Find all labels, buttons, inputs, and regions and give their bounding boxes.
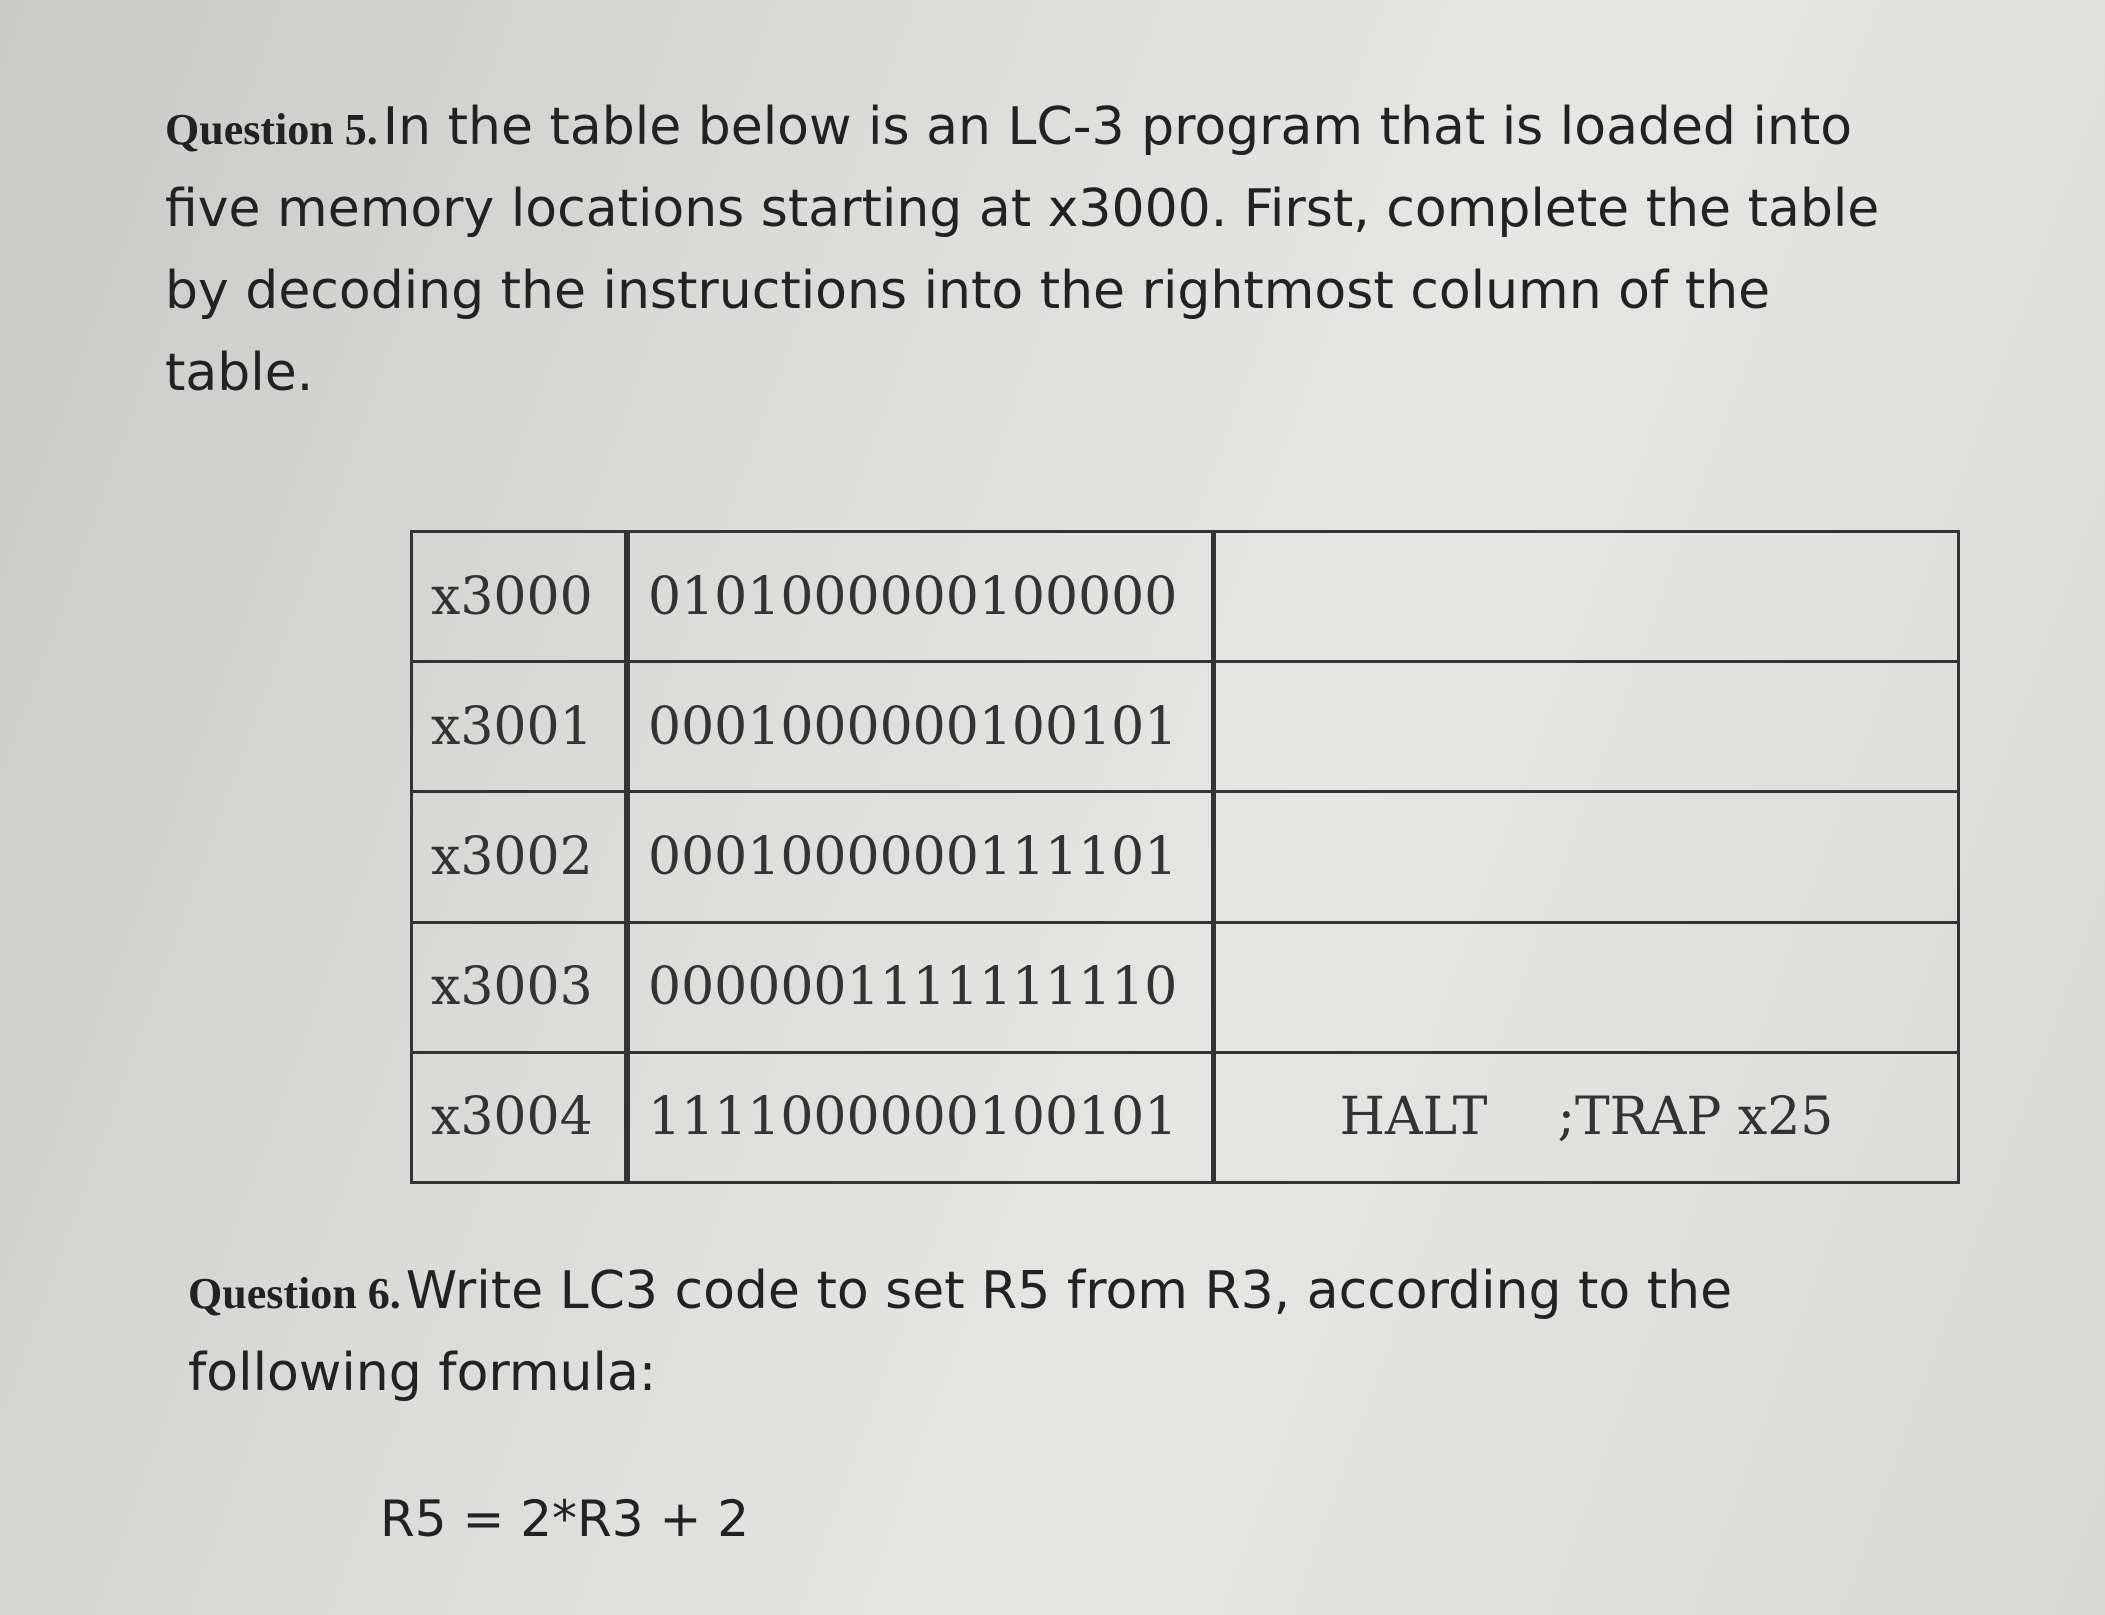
table-row — [412, 532, 1959, 662]
table-row — [412, 922, 1959, 1052]
program-table — [410, 530, 1960, 1184]
instruction-cell: 0000001111111110 — [627, 922, 1214, 1052]
formula: R5 = 2*R3 + 2 — [380, 1490, 750, 1548]
decoded-cell — [1214, 792, 1959, 922]
decoded-cell — [1214, 1052, 1959, 1182]
address-cell: x3001 — [412, 662, 628, 792]
table-row — [412, 1052, 1959, 1182]
decoded-cell — [1214, 662, 1959, 792]
table-row — [412, 662, 1959, 792]
question-6-text: Write LC3 code to set R5 from R3, according to the following formula: — [188, 1261, 1733, 1403]
question-6-label: Question 6. — [188, 1269, 401, 1318]
decoded-text: HALT — [1339, 1087, 1488, 1148]
question-5 — [165, 92, 1925, 420]
decoded-cell — [1214, 532, 1959, 662]
address-cell: x3000 — [412, 532, 628, 662]
address-cell: x3003 — [412, 922, 628, 1052]
address-cell: x3004 — [412, 1052, 628, 1182]
question-5-text: In the table below is an LC-3 program that is loaded into five memory locations starting at x3000. First, complete the table by decoding the instructions into the rightmost column of the table. — [165, 97, 1880, 403]
address-cell: x3002 — [412, 792, 628, 922]
decoded-cell — [1214, 922, 1959, 1052]
instruction-cell: 0001000000100101 — [627, 662, 1214, 792]
question-6 — [188, 1256, 1788, 1420]
instruction-cell: 0001000000111101 — [627, 792, 1214, 922]
decoded-comment: ;TRAP x25 — [1557, 1087, 1834, 1148]
table-row — [412, 792, 1959, 922]
question-5-label: Question 5. — [165, 105, 378, 154]
instruction-cell: 1111000000100101 — [627, 1052, 1214, 1182]
instruction-cell: 0101000000100000 — [627, 532, 1214, 662]
